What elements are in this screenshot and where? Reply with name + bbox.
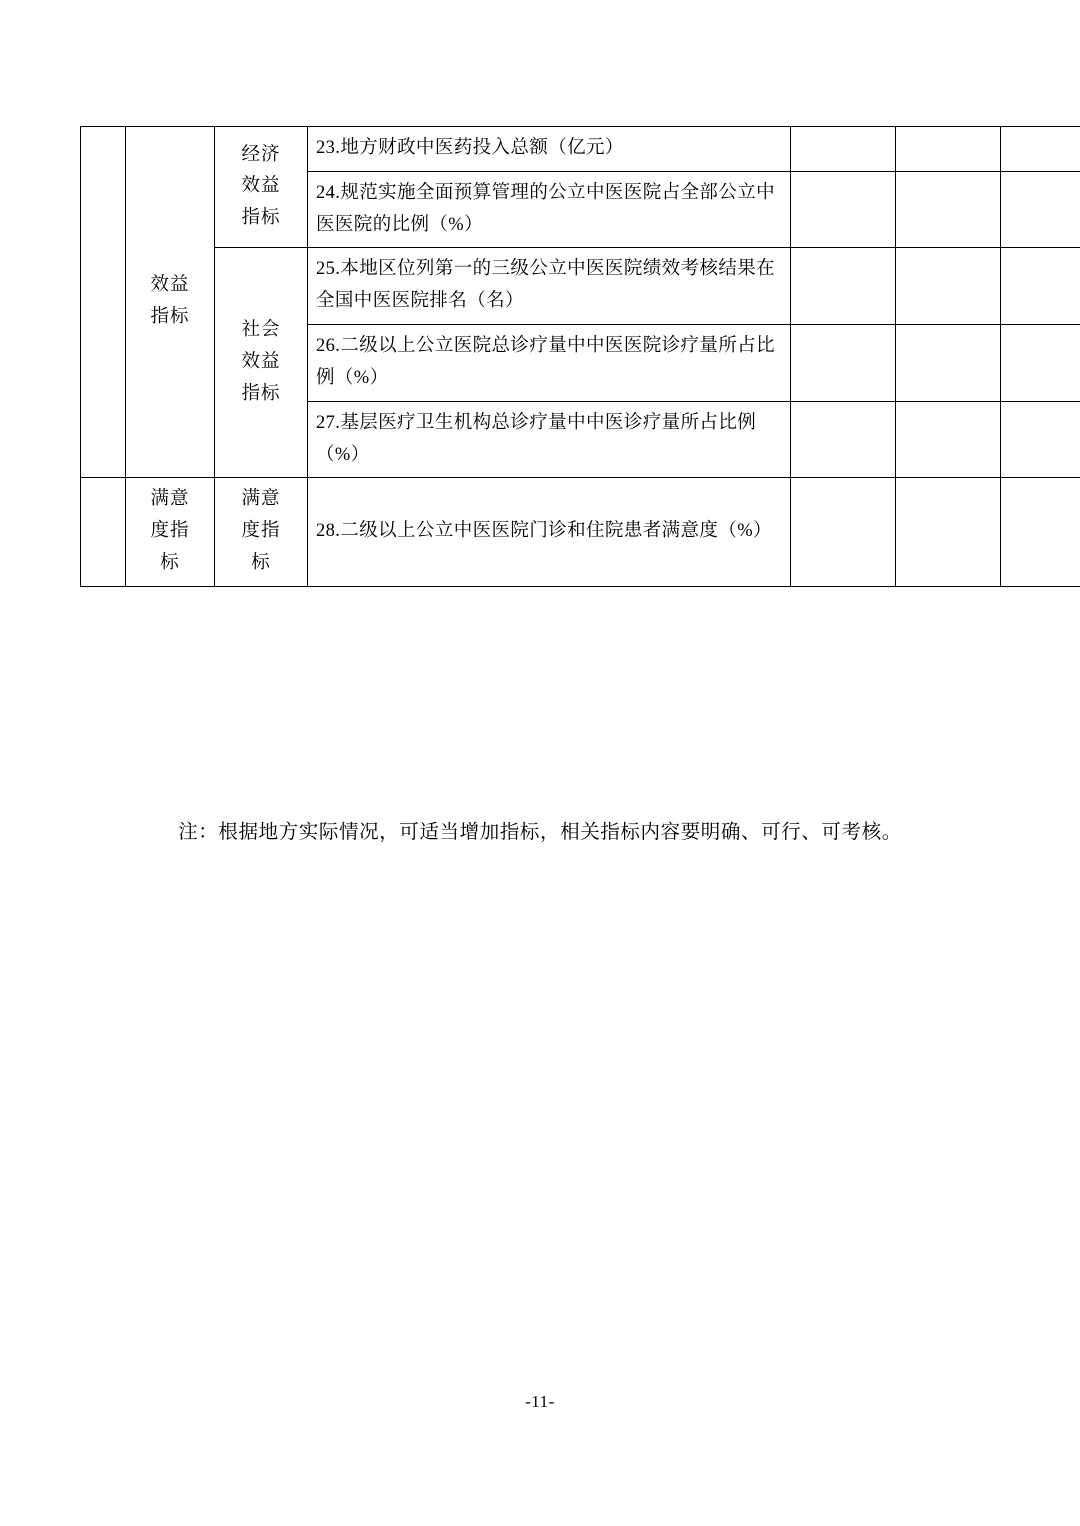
table-row bbox=[81, 127, 1080, 172]
value-cell-26-3[interactable] bbox=[1001, 325, 1080, 402]
value-cell-28-2[interactable] bbox=[896, 478, 1001, 586]
outer-blank-cell-2 bbox=[81, 478, 126, 586]
table-row bbox=[81, 248, 1080, 325]
subgroup-social-line2: 效益 bbox=[241, 351, 281, 372]
subgroup-label-social-benefit bbox=[215, 248, 308, 478]
value-cell-25-1[interactable] bbox=[791, 248, 896, 325]
value-cell-27-2[interactable] bbox=[896, 401, 1001, 478]
subgroup-satisfaction-line1: 满意 bbox=[241, 489, 281, 510]
subgroup-social-line3: 指标 bbox=[241, 383, 281, 404]
group-label-satisfaction-line3: 标 bbox=[160, 552, 180, 573]
indicator-table bbox=[80, 126, 1080, 587]
group-label-satisfaction-line2: 度指 bbox=[150, 521, 190, 542]
subgroup-economic-line1: 经济 bbox=[241, 144, 281, 165]
value-cell-26-2[interactable] bbox=[896, 325, 1001, 402]
subgroup-social-line1: 社会 bbox=[241, 320, 281, 341]
subgroup-satisfaction-line2: 度指 bbox=[241, 521, 281, 542]
subgroup-label-satisfaction bbox=[215, 478, 308, 586]
value-cell-27-1[interactable] bbox=[791, 401, 896, 478]
value-cell-28-1[interactable] bbox=[791, 478, 896, 586]
indicator-text-28: 28.二级以上公立中医医院门诊和住院患者满意度（%） bbox=[308, 478, 791, 586]
group-label-benefit-line1: 效益 bbox=[150, 275, 190, 296]
group-label-satisfaction-line1: 满意 bbox=[150, 489, 190, 510]
indicator-text-23: 23.地方财政中医药投入总额（亿元） bbox=[308, 127, 791, 172]
value-cell-24-3[interactable] bbox=[1001, 171, 1080, 248]
value-cell-25-3[interactable] bbox=[1001, 248, 1080, 325]
group-label-benefit bbox=[126, 127, 215, 478]
value-cell-25-2[interactable] bbox=[896, 248, 1001, 325]
value-cell-26-1[interactable] bbox=[791, 325, 896, 402]
indicator-text-25: 25.本地区位列第一的三级公立中医医院绩效考核结果在全国中医医院排名（名） bbox=[308, 248, 791, 325]
table-note: 注：根据地方实际情况，可适当增加指标，相关指标内容要明确、可行、可考核。 bbox=[178, 822, 902, 843]
indicator-text-24: 24.规范实施全面预算管理的公立中医医院占全部公立中医医院的比例（%） bbox=[308, 171, 791, 248]
group-label-satisfaction bbox=[126, 478, 215, 586]
outer-blank-cell bbox=[81, 127, 126, 478]
subgroup-economic-line2: 效益 bbox=[241, 176, 281, 197]
value-cell-23-2[interactable] bbox=[896, 127, 1001, 172]
table-row bbox=[81, 478, 1080, 586]
value-cell-28-3[interactable] bbox=[1001, 478, 1080, 586]
value-cell-23-1[interactable] bbox=[791, 127, 896, 172]
subgroup-satisfaction-line3: 标 bbox=[251, 552, 271, 573]
indicator-text-27: 27.基层医疗卫生机构总诊疗量中中医诊疗量所占比例（%） bbox=[308, 401, 791, 478]
value-cell-24-1[interactable] bbox=[791, 171, 896, 248]
page-number: -11- bbox=[525, 1392, 555, 1411]
value-cell-24-2[interactable] bbox=[896, 171, 1001, 248]
indicator-text-26: 26.二级以上公立医院总诊疗量中中医医院诊疗量所占比例（%） bbox=[308, 325, 791, 402]
subgroup-economic-line3: 指标 bbox=[241, 208, 281, 229]
group-label-benefit-line2: 指标 bbox=[150, 307, 190, 328]
subgroup-label-economic-benefit bbox=[215, 127, 308, 248]
value-cell-23-3[interactable] bbox=[1001, 127, 1080, 172]
value-cell-27-3[interactable] bbox=[1001, 401, 1080, 478]
